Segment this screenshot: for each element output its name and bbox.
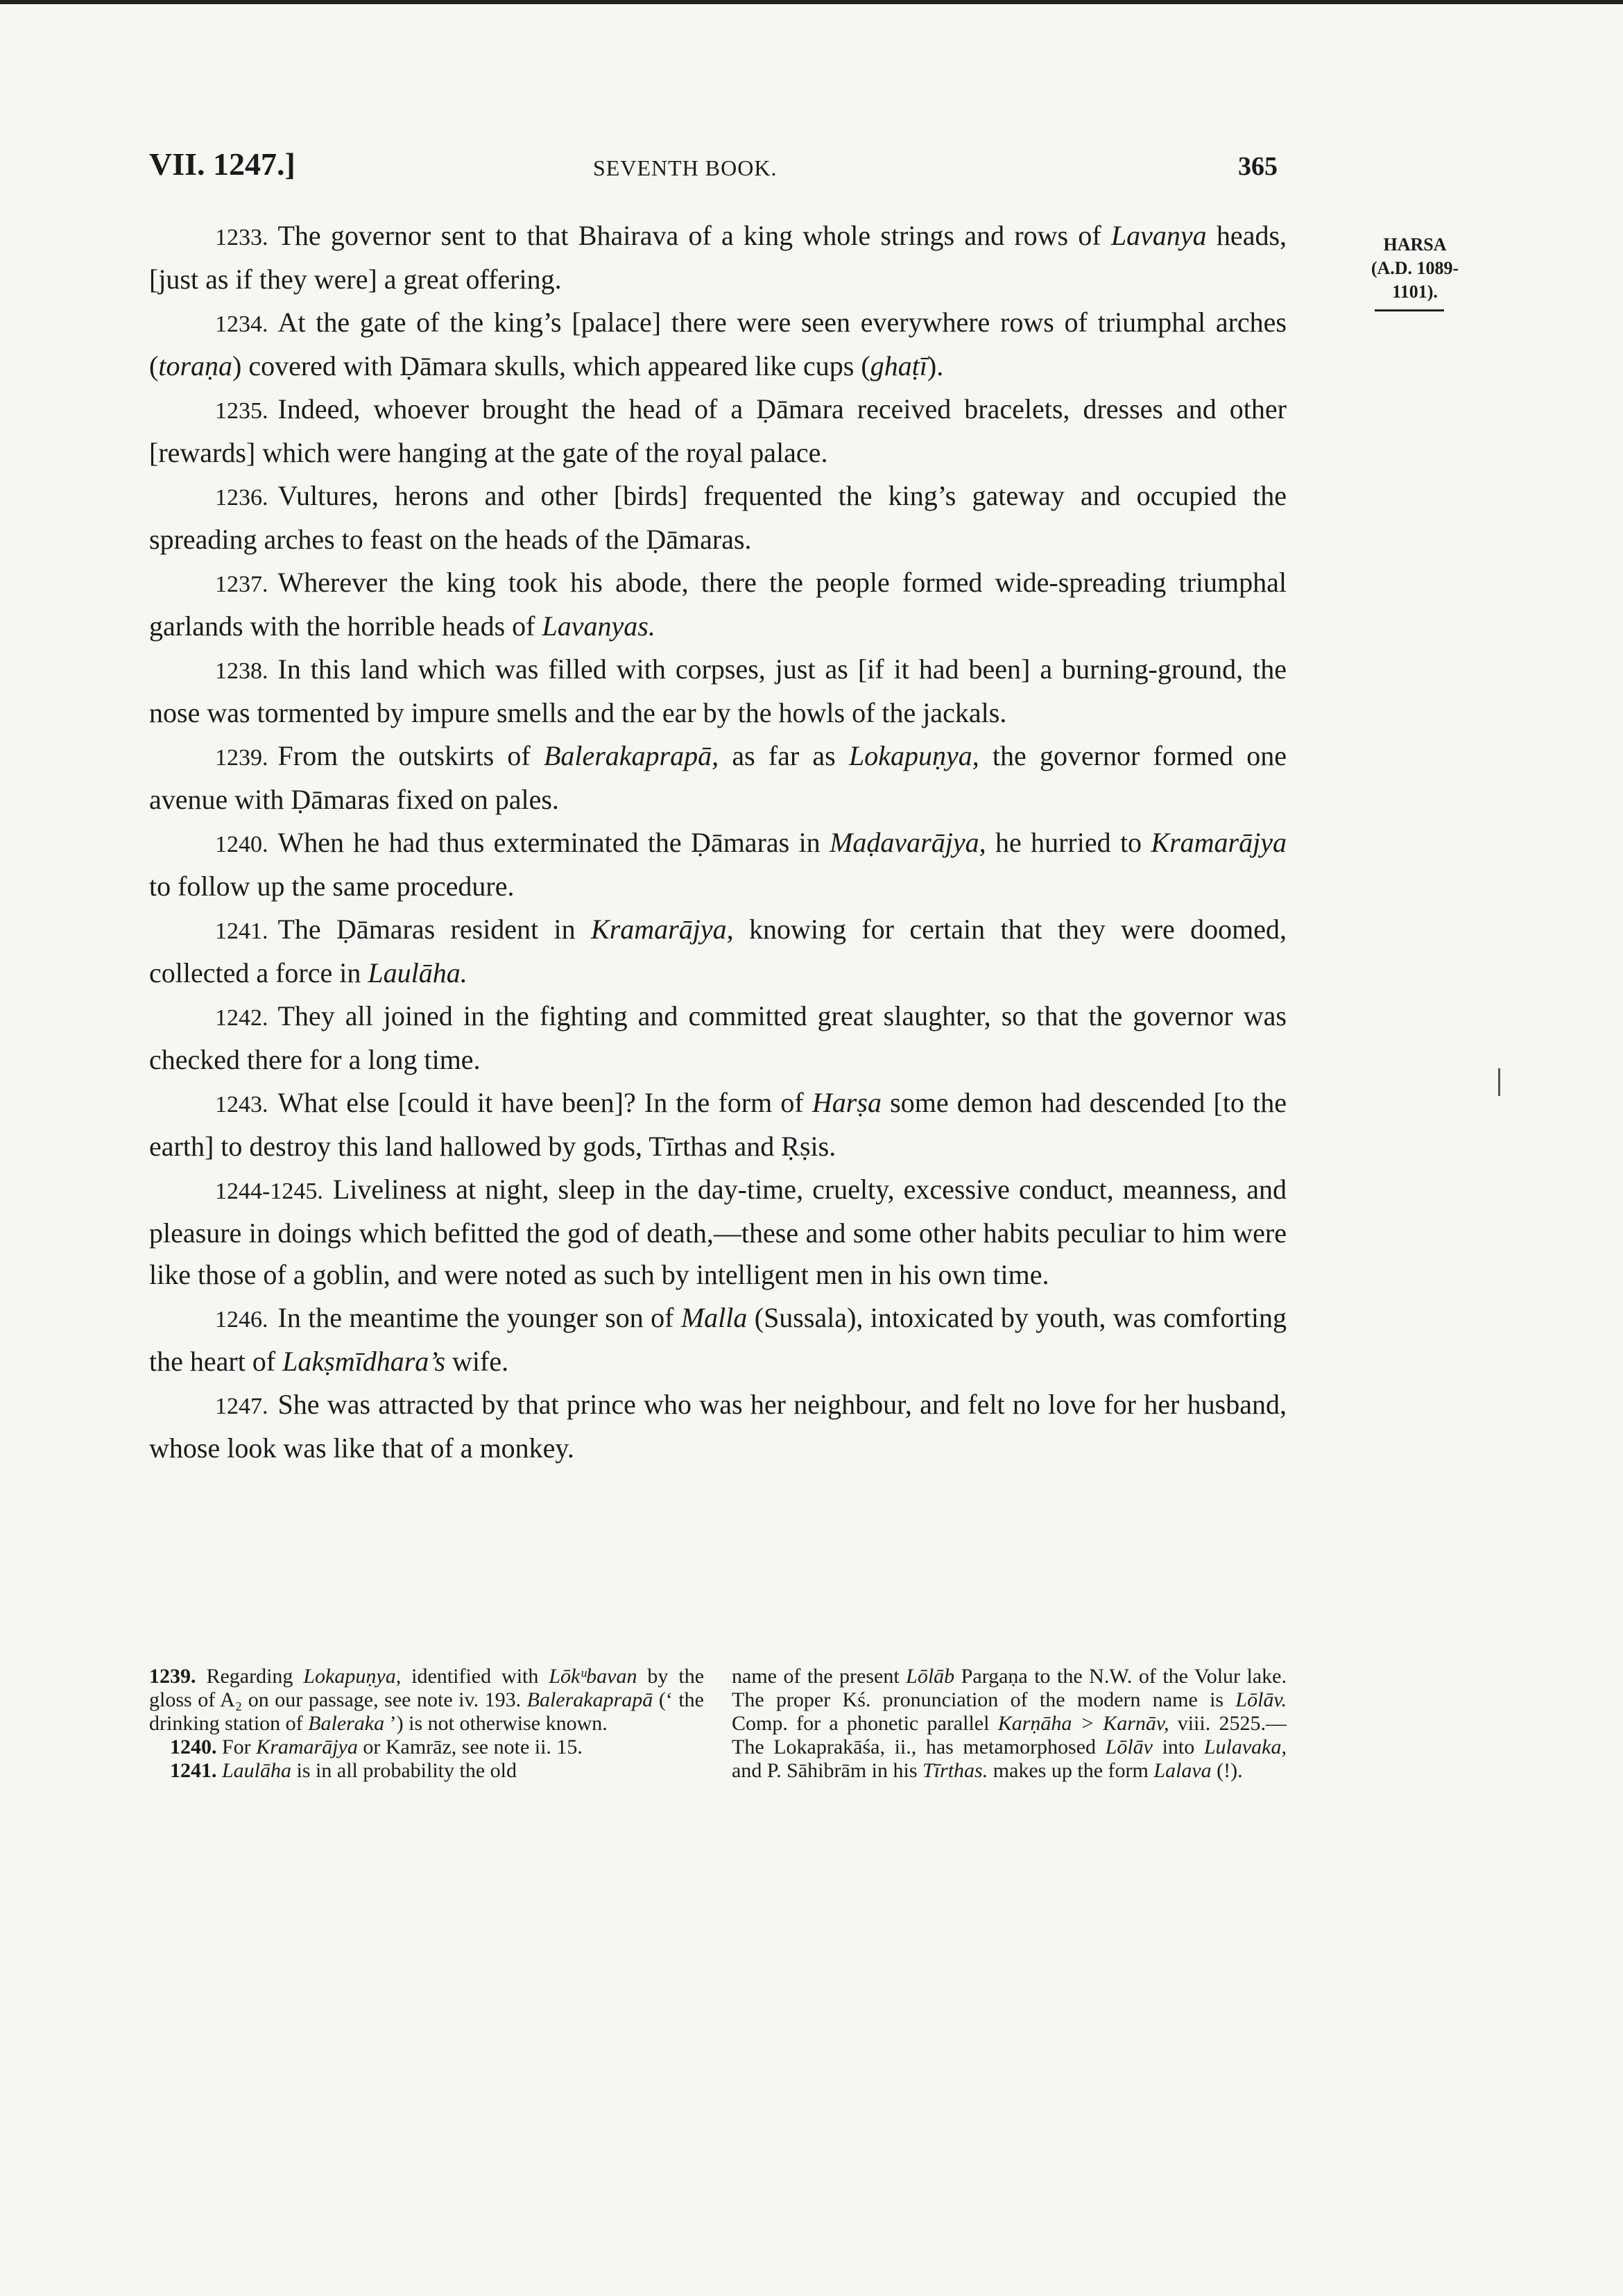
- italic-term: Lavanyas.: [542, 610, 655, 642]
- italic-term: Harṣa: [812, 1087, 882, 1118]
- verse: [149, 562, 1287, 647]
- verse: [149, 388, 1287, 474]
- italic-term: Baleraka: [308, 1712, 385, 1735]
- text-run: he hurried to: [986, 827, 1151, 858]
- verse-number: 1247.: [215, 1394, 268, 1419]
- text-run: wife.: [445, 1346, 509, 1377]
- text-run: ’) is not otherwise known.: [384, 1712, 608, 1735]
- text-run: (Sussala), intoxicated by youth, was comforting the heart of: [149, 1302, 1287, 1377]
- text-run: ).: [927, 350, 944, 382]
- margin-mark: [1498, 1068, 1500, 1096]
- text-run: In this land which was filled with corpses, just as [if it had been] a burning-ground, the nose was tormented by impure smells and the ear by the howls of the jackals.: [149, 653, 1287, 728]
- verse: [149, 1169, 1287, 1296]
- italic-term: Lokapuṇya,: [848, 740, 979, 771]
- text-run: (!).: [1211, 1759, 1243, 1782]
- text-run: The governor sent to that Bhairava of a king whole strings and rows of: [277, 220, 1111, 251]
- note-number: 1239.: [149, 1665, 196, 1688]
- italic-term: Lulavaka,: [1203, 1736, 1287, 1758]
- verse: [149, 215, 1287, 300]
- footnote: [149, 1759, 704, 1783]
- verse: [149, 475, 1287, 560]
- footnotes-right-column: [732, 1665, 1287, 1783]
- text-run: The Ḍāmaras resident in: [277, 914, 592, 945]
- verse: [149, 995, 1287, 1081]
- italic-term: Malla: [680, 1302, 748, 1333]
- italic-term: Karṇāha > Karnāv,: [997, 1712, 1169, 1735]
- italic-term: ghaṭī: [870, 350, 927, 382]
- margin-note-rule: [1375, 309, 1444, 311]
- text-run: some demon had descended [to the earth] to destroy this land hallowed by gods, Tīrthas and Ṛṣis.: [149, 1087, 1287, 1162]
- verse-number: 1237.: [215, 572, 268, 597]
- text-run: In the meantime the younger son of: [277, 1302, 681, 1333]
- verse-number: 1234.: [215, 311, 268, 337]
- text-run: Pargaṇa to the N.W. of the Volur lake. The proper Kś. pronunciation of the modern name is: [732, 1665, 1287, 1711]
- note-number: 1241.: [170, 1759, 217, 1782]
- text-run: viii. 2525.—The Lokaprakāśa, ii., has metamorphosed: [732, 1712, 1287, 1758]
- verse: [149, 822, 1287, 907]
- text-run: ) covered with Ḍāmara skulls, which appeared like cups (: [232, 350, 870, 382]
- verse-number: 1244-1245.: [215, 1179, 323, 1204]
- italic-term: Maḍavarājya,: [830, 827, 986, 858]
- text-run: and P. Sāhibrām in his: [732, 1759, 922, 1782]
- text-run: by the gloss of A₂ on our passage, see note iv. 193.: [149, 1665, 705, 1711]
- italic-term: Kramarājya: [256, 1736, 358, 1758]
- page: [149, 146, 1287, 1464]
- verse-number: 1235.: [215, 398, 268, 424]
- verse: [149, 1082, 1287, 1167]
- text-run: They all joined in the fighting and committed great slaughter, so that the governor was checked there for a long time.: [149, 1000, 1287, 1075]
- verse-number: 1238.: [215, 658, 268, 684]
- verse-number: 1236.: [215, 485, 268, 511]
- book-title: SEVENTH BOOK.: [593, 155, 778, 180]
- verse: [149, 1384, 1287, 1469]
- italic-term: Laulāha: [222, 1759, 292, 1782]
- italic-term: Lōkᵘbavan: [549, 1665, 637, 1688]
- text-run: into: [1152, 1736, 1204, 1758]
- margin-note: [1359, 233, 1470, 311]
- italic-term: Balerakaprapā,: [543, 740, 719, 771]
- text-run: Liveliness at night, sleep in the day-time, cruelty, excessive conduct, meanness, and pleasure in doings which befitted the god of death,—these and some other habits peculiar to him were like those of a goblin, and were noted as such by intelligent men in his own time.: [149, 1174, 1287, 1290]
- italic-term: Lōlāv: [1105, 1736, 1153, 1758]
- text-run: Regarding: [196, 1665, 304, 1688]
- text-run: She was attracted by that prince who was her neighbour, and felt no love for her husband, whose look was like that of a monkey.: [149, 1389, 1287, 1464]
- text-run: When he had thus exterminated the Ḍāmaras in: [277, 827, 830, 858]
- verse-number: 1243.: [215, 1092, 268, 1117]
- italic-term: Kramarājya: [1151, 827, 1287, 858]
- text-run: Comp. for a phonetic parallel: [732, 1712, 998, 1735]
- text-run: or Kamrāz, see note ii. 15.: [357, 1736, 583, 1758]
- text-run: is in all probability the old: [291, 1759, 517, 1782]
- verse: [149, 302, 1287, 387]
- footnotes-left-column: [149, 1665, 704, 1783]
- italic-term: Lavanya: [1110, 220, 1207, 251]
- text-run: Indeed, whoever brought the head of a Ḍāmara received bracelets, dresses and other [rewards] which were hanging at the gate of the royal palace.: [149, 393, 1287, 468]
- text-run: the governor formed one avenue with Ḍāmaras fixed on pales.: [149, 740, 1287, 815]
- text-run: as far as: [719, 740, 849, 771]
- note-number: 1240.: [170, 1736, 217, 1758]
- footnotes: [149, 1665, 1287, 1783]
- text-run: Vultures, herons and other [birds] frequented the king’s gateway and occupied the spreading arches to feast on the heads of the Ḍāmaras.: [149, 480, 1287, 555]
- text-run: Wherever the king took his abode, there the people formed wide-spreading triumphal garlands with the horrible heads of: [149, 567, 1287, 642]
- running-header: [149, 146, 1287, 194]
- section-reference: VII. 1247.]: [149, 146, 295, 182]
- italic-term: Lalava: [1153, 1759, 1212, 1782]
- italic-term: Lakṣmīdhara’s: [282, 1346, 446, 1377]
- footnote: [149, 1736, 704, 1759]
- verse: [149, 735, 1287, 821]
- text-run: to follow up the same procedure.: [149, 871, 515, 902]
- italic-term: toraṇa: [158, 350, 233, 382]
- text-run: identified with: [401, 1665, 549, 1688]
- verse-number: 1240.: [215, 832, 268, 857]
- footnote: [149, 1665, 704, 1736]
- text-run: makes up the form: [988, 1759, 1154, 1782]
- italic-term: Balerakaprapā: [526, 1688, 653, 1711]
- text-run: name of the present: [732, 1665, 907, 1688]
- top-border: [0, 0, 1623, 4]
- verse-number: 1242.: [215, 1005, 268, 1031]
- verse-number: 1241.: [215, 918, 268, 944]
- text-run: For: [216, 1736, 257, 1758]
- italic-term: Kramarājya,: [591, 914, 734, 945]
- italic-term: Lokapuṇya,: [303, 1665, 402, 1688]
- margin-note-dates: (A.D. 1089-1101).: [1371, 258, 1459, 302]
- text-run: At the gate of the king’s [palace] there were seen everywhere rows of triumphal arches (: [149, 307, 1287, 382]
- italic-term: Lōlāb: [906, 1665, 955, 1688]
- text-run: (‘ the drinking station of: [149, 1688, 704, 1735]
- text-run: knowing for certain that they were doomed, collected a force in: [149, 914, 1287, 988]
- italic-term: Laulāha.: [368, 957, 467, 988]
- italic-term: Lōlāv.: [1235, 1688, 1287, 1711]
- verse-number: 1239.: [215, 745, 268, 771]
- verse: [149, 909, 1287, 994]
- text-run: [217, 1759, 223, 1782]
- verse: [149, 649, 1287, 734]
- italic-term: Tīrthas.: [922, 1759, 988, 1782]
- text-run: What else [could it have been]? In the form of: [277, 1087, 812, 1118]
- verse-number: 1246.: [215, 1307, 268, 1333]
- verse: [149, 1297, 1287, 1382]
- text-run: From the outskirts of: [277, 740, 544, 771]
- page-number: 365: [1238, 152, 1278, 181]
- text-run: heads, [just as if they were] a great offering.: [149, 220, 1287, 295]
- footnote: [732, 1665, 1287, 1783]
- verse-number: 1233.: [215, 225, 268, 250]
- verse-list: [149, 215, 1287, 1471]
- margin-note-king: HARSA: [1383, 234, 1447, 255]
